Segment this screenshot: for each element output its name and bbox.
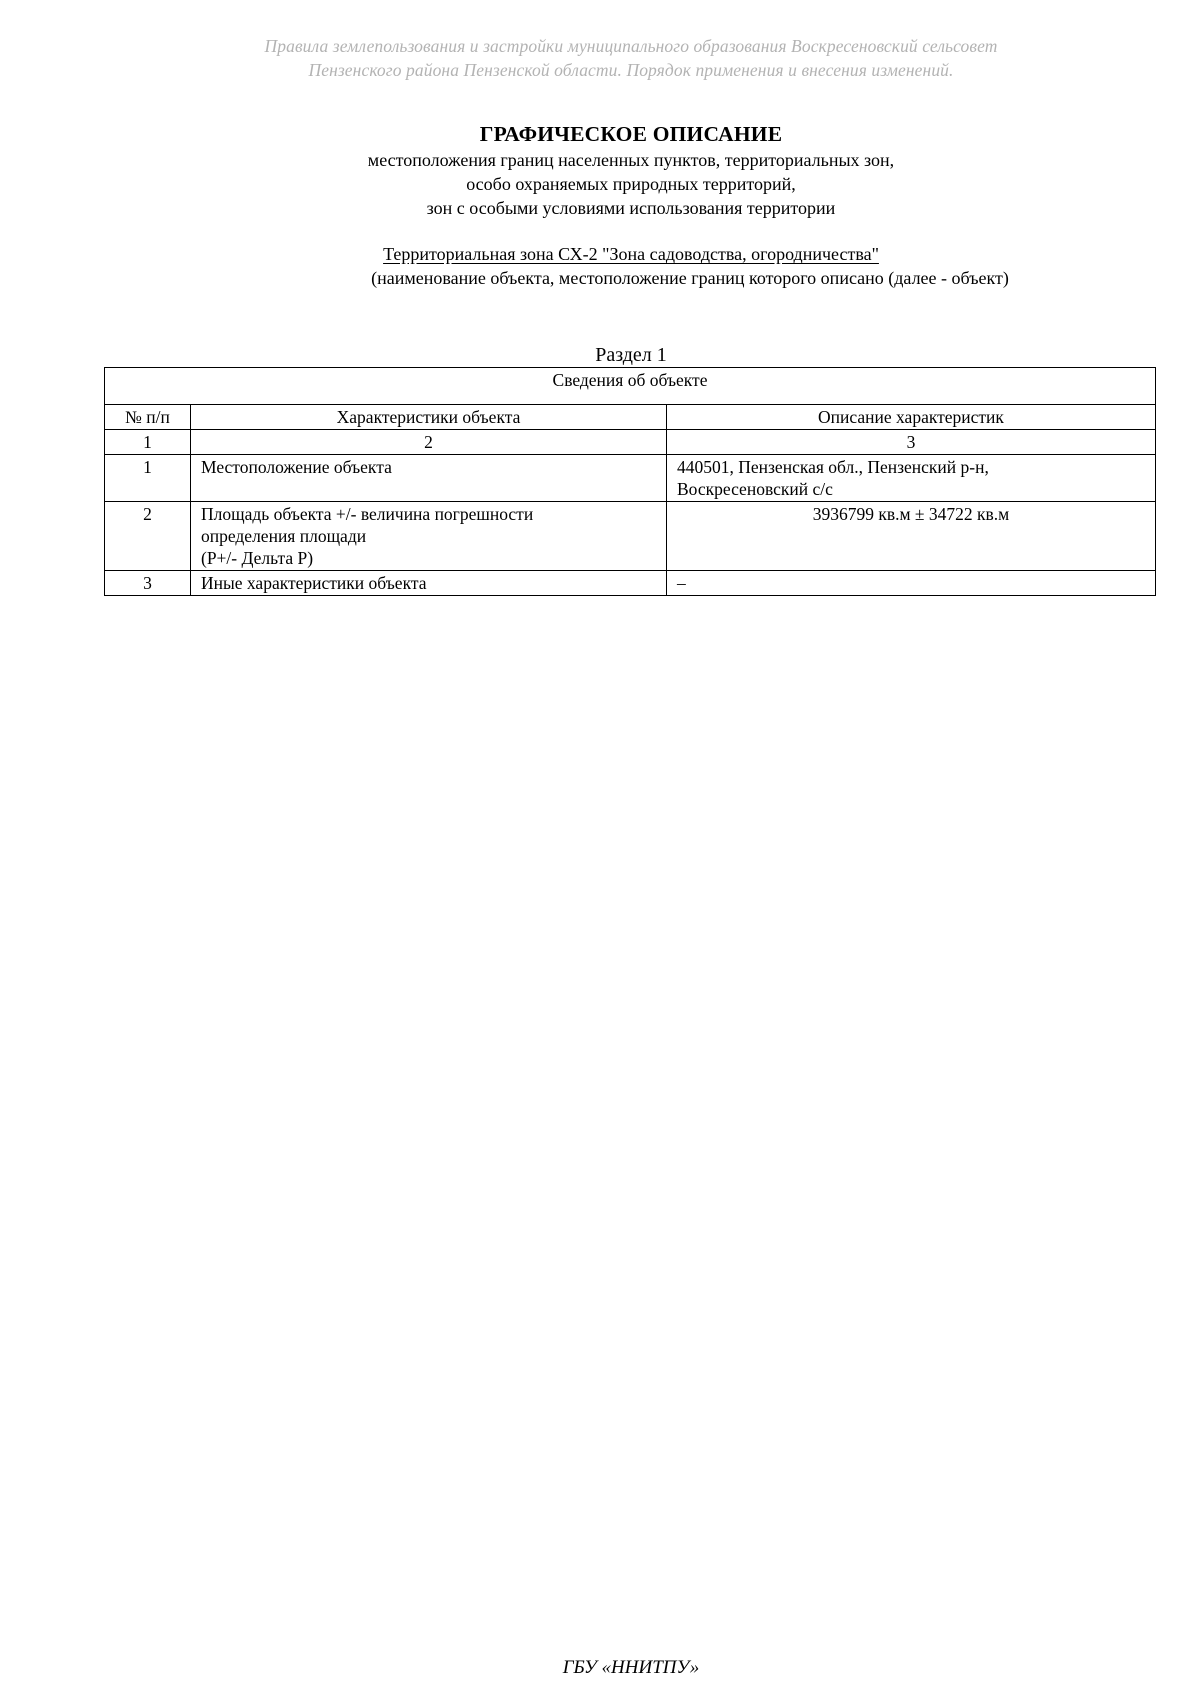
object-caption: (наименование объекта, местоположение границ которого описано (далее - объект) bbox=[371, 268, 1009, 288]
row-characteristic-line: определения площади bbox=[201, 526, 367, 546]
row-description bbox=[667, 571, 1156, 596]
row-description bbox=[667, 455, 1156, 502]
header-characteristic: Характеристики объекта bbox=[191, 405, 667, 430]
subtitle-line-1: местоположения границ населенных пунктов, территориальных зон, bbox=[367, 150, 895, 170]
row-description-line: Воскресеновский с/с bbox=[677, 479, 833, 499]
row-characteristic-line: Местоположение объекта bbox=[201, 457, 392, 477]
page-footer: ГБУ «ННИТПУ» bbox=[562, 1657, 700, 1678]
section-title: Раздел 1 bbox=[595, 344, 667, 366]
column-number-1: 1 bbox=[105, 430, 191, 455]
title-block bbox=[0, 121, 1200, 220]
header-num: № п/п bbox=[105, 405, 191, 430]
row-description-line: – bbox=[677, 573, 686, 593]
table-column-numbers-row bbox=[105, 430, 1156, 455]
row-num: 1 bbox=[105, 455, 191, 502]
header-description: Описание характеристик bbox=[667, 405, 1156, 430]
row-characteristic-line: (P+/- Дельта P) bbox=[201, 548, 314, 568]
running-header-line-1: Правила землепользования и застройки муниципального образования Воскресеновский сельсовет bbox=[264, 36, 998, 56]
row-num: 3 bbox=[105, 571, 191, 596]
object-name bbox=[0, 242, 1200, 266]
column-number-3: 3 bbox=[667, 430, 1156, 455]
table-row bbox=[105, 571, 1156, 596]
table-caption-row bbox=[105, 368, 1156, 405]
table-row bbox=[105, 455, 1156, 502]
running-header-line-2: Пензенского района Пензенской области. Порядок применения и внесения изменений. bbox=[308, 60, 954, 80]
table-row bbox=[105, 502, 1156, 571]
row-characteristic-line: Иные характеристики объекта bbox=[201, 573, 427, 593]
object-info-table bbox=[104, 367, 1156, 596]
column-number-2: 2 bbox=[191, 430, 667, 455]
subtitle-line-3: зон с особыми условиями использования территории bbox=[426, 198, 836, 218]
row-characteristic bbox=[191, 455, 667, 502]
row-description bbox=[667, 502, 1156, 571]
row-characteristic bbox=[191, 502, 667, 571]
object-name-text: Территориальная зона СХ-2 "Зона садоводства, огородничества" bbox=[383, 244, 879, 264]
table-caption: Сведения об объекте bbox=[105, 368, 1156, 405]
running-header bbox=[0, 34, 1200, 82]
row-num: 2 bbox=[105, 502, 191, 571]
document-title: ГРАФИЧЕСКОЕ ОПИСАНИЕ bbox=[479, 122, 783, 146]
table-header-row bbox=[105, 405, 1156, 430]
subtitle-line-2: особо охраняемых природных территорий, bbox=[466, 174, 796, 194]
row-characteristic-line: Площадь объекта +/- величина погрешности bbox=[201, 504, 534, 524]
row-description-line: 440501, Пензенская обл., Пензенский р-н, bbox=[677, 457, 989, 477]
row-description-line: 3936799 кв.м ± 34722 кв.м bbox=[812, 504, 1010, 524]
row-characteristic bbox=[191, 571, 667, 596]
